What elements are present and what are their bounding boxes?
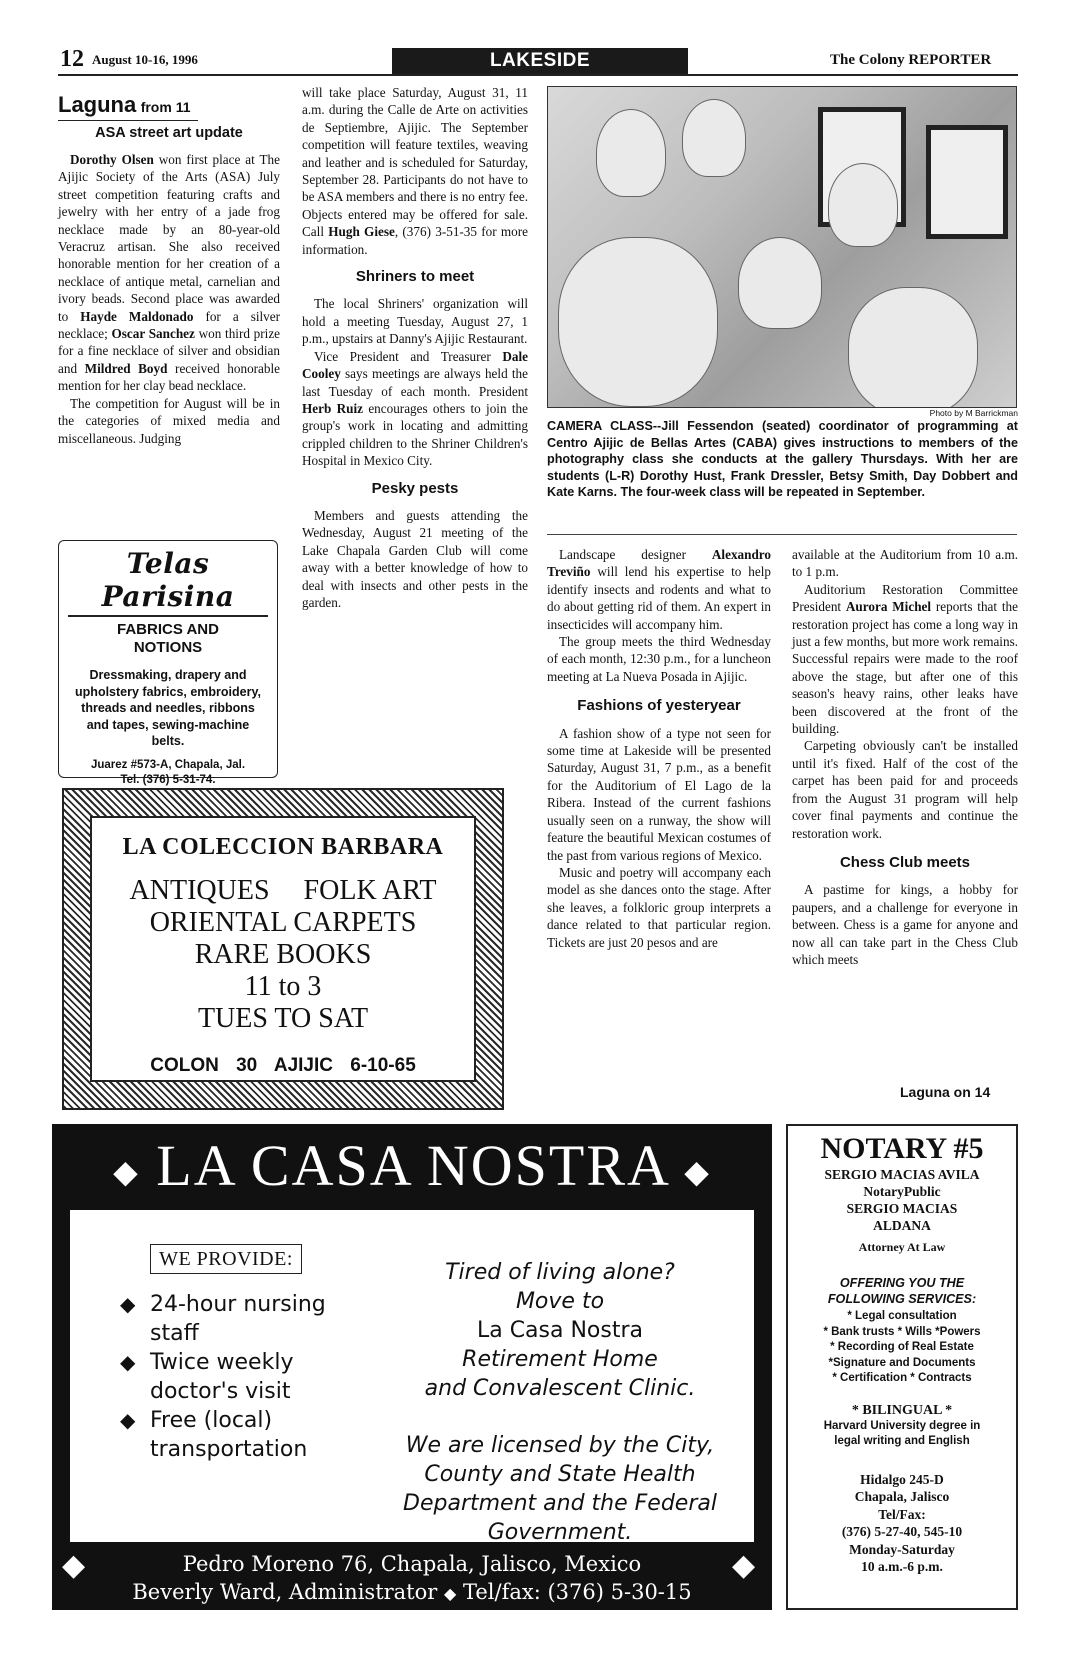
pests-paragraph-3: The group meets the third Wednesday of each month, 12:30 p.m., for a luncheon meeting at La Nueva Posada in Ajijic.: [547, 634, 771, 684]
newspaper-name: The Colony REPORTER: [830, 52, 992, 68]
headline-shriners: Shriners to meet: [355, 268, 475, 286]
jump-line: Laguna on 14: [900, 1084, 991, 1100]
notary-degree: [788, 1419, 1016, 1449]
diamond-icon: ◆: [62, 1549, 86, 1582]
ad-telas-parisina: [58, 540, 278, 786]
chess-paragraph: A pastime for kings, a hobby for paupers, and a challenge for everyone in between. Chess is a game for anyone and now all can take part in the Chess Club which meets: [792, 882, 1018, 967]
photo-person-shape: [828, 163, 898, 247]
kicker-from: from 11: [140, 99, 191, 115]
column-3: [547, 546, 771, 951]
pitch-line: Retirement Home: [462, 1347, 658, 1372]
text: Tel/fax: (376) 5-30-15: [463, 1580, 692, 1604]
text: Free (local) transportation: [150, 1408, 308, 1462]
fashion-continued: available at the Auditorium from 10 a.m. to 1 p.m.: [792, 547, 1018, 580]
person-name: Aurora Michel: [845, 599, 932, 615]
column-1: [58, 92, 280, 447]
text: Beverly Ward, Administrator: [132, 1580, 438, 1604]
diamond-icon: ◆: [120, 1408, 136, 1432]
shriners-paragraph-2: [302, 348, 528, 470]
caption-rule: [547, 534, 1017, 535]
text: AJIJIC: [273, 1055, 333, 1076]
photo-person-shape: [558, 237, 718, 407]
camera-class-photo: [547, 86, 1017, 408]
barbara-footer: [92, 1055, 474, 1077]
pitch-line: Move to: [515, 1289, 605, 1314]
text: Vice President and Treasurer: [314, 348, 491, 364]
barbara-line-1: [92, 875, 474, 907]
diamond-icon: ◆: [113, 1153, 140, 1190]
telas-sub-2: NOTIONS: [133, 639, 203, 656]
barbara-line-5: TUES TO SAT: [197, 1003, 369, 1034]
barbara-line-4: 11 to 3: [244, 971, 322, 1002]
person-name: Dorothy Olsen: [70, 152, 154, 167]
pitch-line: and Convalescent Clinic.: [424, 1376, 696, 1401]
text: received honorable mention for her clay bead necklace.: [58, 360, 281, 394]
barbara-line-2: ORIENTAL CARPETS: [149, 907, 417, 938]
person-name: Herb Ruiz: [302, 400, 363, 416]
barbara-title: LA COLECCION BARBARA: [122, 834, 444, 860]
pests-paragraph-1: Members and guests attending the Wednesday, August 21 meeting of the Lake Chapala Garden Club will come away with a better knowledge of how to deal with insects and other pests in the garden.: [302, 507, 528, 610]
asa-paragraph-2: The competition for August will be in the categories of mixed media and miscellaneous. Judging: [58, 395, 280, 446]
text: Tel/Fax:: [878, 1506, 926, 1522]
auditorium-paragraph: [792, 581, 1018, 738]
service-item: * Certification * Contracts: [832, 1372, 972, 1384]
diamond-icon: ◆: [444, 1584, 457, 1603]
notary-name: SERGIO MACIAS: [846, 1201, 958, 1216]
photo-person-shape: [682, 99, 746, 177]
service-item: [112, 1290, 352, 1348]
asa-paragraph-1: [58, 151, 280, 395]
text: Twice weekly doctor's visit: [150, 1350, 294, 1404]
telas-phone: Tel. (376) 5-31-74.: [120, 773, 216, 786]
header-rule: [58, 74, 1018, 76]
license-statement: We are licensed by the City, County and State Health Department and the Federal Government.: [403, 1433, 717, 1545]
telas-sub-1: FABRICS AND: [117, 621, 219, 638]
notary-offer: [788, 1275, 1016, 1307]
text: LA CASA NOSTRA: [156, 1133, 668, 1198]
text: Hidalgo 245-D: [860, 1471, 944, 1487]
text: FOLLOWING SERVICES:: [827, 1292, 977, 1306]
text: Monday-Saturday: [849, 1541, 955, 1557]
service-item: * Bank trusts * Wills *Powers: [823, 1325, 981, 1338]
photo-caption: CAMERA CLASS--Jill Fessendon (seated) coordinator of programming at Centro Ajijic de Bellas Artes (CABA) gives instructions to members of the photography class she conducts at the gallery Thursdays. With her are students (L-R) Dorothy Hust, Frank Dressler, Betsy Smith, Day Dobbert and Kate Karns. The four-week class will be repeated in September.: [547, 419, 1018, 500]
fashion-paragraph-2: Music and poetry will accompany each model as she dances onto the stage. After she leaves, a folkloric group interprets a dance related to that particular region. Tickets are just 20 pesos and are: [547, 864, 771, 950]
telas-description: Dressmaking, drapery and upholstery fabrics, embroidery, threads and needles, ribbons and tapes, sewing-machine belts.: [75, 668, 261, 748]
page-number: 12: [60, 46, 84, 72]
text: 24-hour nursing staff: [150, 1292, 326, 1346]
casa-footer: [52, 1550, 772, 1608]
text: COLON 30: [150, 1055, 258, 1076]
text: says meetings are always held the last Tuesday of each month. President: [302, 366, 528, 399]
person-name: Oscar Sanchez: [111, 326, 195, 342]
notary-title: NOTARY #5: [820, 1132, 984, 1165]
ad-la-casa-nostra: [52, 1124, 772, 1610]
service-item: * Recording of Real Estate: [830, 1341, 974, 1353]
text: will lend his expertise to help identify insects and rodents and what to do about getting rid of them. An expert in insecticides will accompany him.: [547, 564, 771, 632]
photo-person-shape: [848, 287, 978, 408]
pests-paragraph-2: [547, 546, 771, 633]
notary-attorney: Attorney At Law: [858, 1240, 946, 1254]
person-name: Dale Cooley: [302, 348, 528, 382]
pitch-line: Tired of living alone?: [445, 1260, 675, 1285]
photo-frame-shape: [926, 125, 1008, 239]
column-2: [302, 84, 528, 611]
person-name: Mildred Boyd: [84, 360, 168, 376]
service-item: [112, 1406, 352, 1464]
we-provide-label: WE PROVIDE:: [150, 1244, 302, 1274]
barbara-line-3: RARE BOOKS: [194, 939, 372, 970]
column-4: [792, 546, 1018, 968]
text: ANTIQUES: [129, 875, 270, 906]
issue-date: August 10-16, 1996: [92, 52, 198, 67]
notary-address: [788, 1471, 1016, 1576]
text: 10 a.m.-6 p.m.: [861, 1559, 943, 1574]
text: will take place Saturday, August 31, 11 a.m. during the Calle de Arte on activities de Septiembre, Ajijic. The September competition will feature textiles, weaving and leather and is scheduled for Saturday, September 28. Participants do not have to be ASA members and there is no entry fee. Objects entered may be offered for sale. Call: [302, 85, 528, 240]
telas-logo: Telas Parisina: [101, 547, 235, 613]
diamond-icon: ◆: [120, 1292, 136, 1316]
pitch-line: La Casa Nostra: [476, 1318, 644, 1343]
service-item: [112, 1348, 352, 1406]
barbara-inner: [90, 816, 476, 1082]
diamond-icon: ◆: [120, 1350, 136, 1374]
text: FOLK ART: [303, 875, 437, 906]
photo-person-shape: [596, 109, 666, 197]
ad-coleccion-barbara: [62, 788, 504, 1110]
text: Harvard University degree in: [823, 1419, 981, 1432]
person-name: Alexandro Treviño: [547, 547, 772, 580]
text: Landscape designer: [559, 547, 686, 562]
kicker-rule: [58, 120, 198, 121]
text: legal writing and English: [834, 1434, 970, 1447]
kicker-main: Laguna: [58, 92, 137, 117]
text: 6-10-65: [350, 1055, 416, 1076]
text: Chapala, Jalisco: [854, 1489, 950, 1504]
text: encourages others to join the group's work in locating and admitting crippled children to the Shriner Children's Hospital in Mexico City.: [302, 400, 528, 469]
headline-fashion: Fashions of yesteryear: [577, 697, 741, 715]
ad-notary: [786, 1124, 1018, 1610]
diamond-icon: ◆: [732, 1549, 756, 1582]
casa-content-box: [70, 1210, 754, 1545]
casa-address: Pedro Moreno 76, Chapala, Jalisco, Mexico: [182, 1552, 642, 1576]
telas-rule: [68, 615, 268, 617]
telas-address: Juarez #573-A, Chapala, Jal.: [90, 758, 246, 771]
headline-asa: ASA street art update: [95, 125, 243, 141]
barbara-lines: [92, 875, 474, 1035]
article-asa: [58, 151, 280, 447]
text: won first place at The Ajijic Society of the Arts (ASA) July street competition featuring crafts and jewelry with her entry of a jade frog necklace made by an 80-year-old Veracruz artisan. She also received honorable mention for her creation of a necklace of antique metal, carnelian and ivory beads. Second place was awarded to: [58, 152, 281, 324]
text: for a silver necklace;: [58, 308, 280, 342]
diamond-icon: ◆: [684, 1153, 711, 1190]
headline-chess: Chess Club meets: [839, 853, 971, 871]
section-title: LAKESIDE: [392, 48, 688, 74]
casa-services-list: [112, 1290, 352, 1464]
text: (376) 5-27-40, 545-10: [841, 1524, 963, 1539]
casa-title: [52, 1132, 772, 1199]
text: Auditorium Restoration Committee President: [792, 581, 1018, 615]
person-name: Hugh Giese: [328, 224, 395, 240]
notary-name: SERGIO MACIAS AVILA: [824, 1167, 980, 1182]
casa-contact: [52, 1578, 772, 1608]
text: OFFERING YOU THE: [839, 1276, 965, 1290]
photo-credit: Photo by M Barrickman: [929, 408, 1018, 418]
notary-role: NotaryPublic: [863, 1184, 941, 1199]
photo-person-shape: [738, 237, 822, 329]
kicker: [58, 92, 280, 118]
notary-services: [788, 1309, 1016, 1387]
shriners-paragraph-1: The local Shriners' organization will hold a meeting Tuesday, August 27, 1 p.m., upstairs at Danny's Ajijic Restaurant.: [302, 296, 528, 347]
text: reports that the restoration project has come a long way in just a few months, but more work remains. Successful repairs were made to the roof above the stage, but after one of this season's heavy rains, other leaks have been discovered at the front of the building.: [792, 599, 1018, 737]
text: , (376) 3-51-35 for more information.: [302, 224, 529, 257]
person-name: Hayde Maldonado: [80, 308, 194, 324]
service-item: *Signature and Documents: [828, 1356, 976, 1369]
carpet-paragraph: Carpeting obviously can't be installed until it's fixed. Half of the cost of the carpet has been paid for and proceeds from the August 31 program will help cover final payments and continue the restoration work.: [792, 738, 1018, 841]
text: won third prize for a fine necklace of silver and obsidian and: [58, 326, 281, 376]
casa-pitch: [380, 1258, 740, 1547]
notary-names: [788, 1166, 1016, 1234]
asa-continued: [302, 84, 528, 258]
notary-name: ALDANA: [873, 1218, 931, 1233]
notary-bilingual: * BILINGUAL *: [851, 1402, 953, 1418]
headline-pests: Pesky pests: [371, 479, 459, 497]
fashion-paragraph-1: A fashion show of a type not seen for some time at Lakeside will be presented Saturday, August 31, 7 p.m., as a benefit for the Auditorium of El Lago de la Ribera. Instead of the current fashions usually seen on a runway, the show will feature the beautiful Mexican costumes of the past from various regions of Mexico.: [547, 725, 771, 863]
service-item: * Legal consultation: [847, 1310, 957, 1322]
